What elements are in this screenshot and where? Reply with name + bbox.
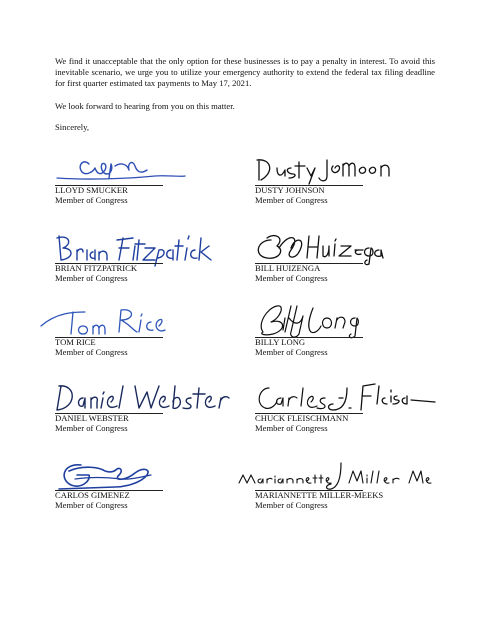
signature-image	[255, 152, 430, 188]
signature-block	[55, 230, 230, 290]
signatory-name: BILLY LONG	[255, 337, 306, 347]
signatory-title: Member of Congress	[55, 500, 128, 510]
signature-block	[55, 152, 230, 212]
signature-block	[255, 304, 430, 364]
signatory-title: Member of Congress	[255, 500, 328, 510]
signatory-name: MARIANNETTE MILLER-MEEKS	[255, 490, 384, 500]
signatory-title: Member of Congress	[255, 273, 328, 283]
signatory-name: CARLOS GIMENEZ	[55, 490, 130, 500]
signature-block	[55, 380, 230, 440]
signature-image	[255, 380, 430, 416]
signature-block	[255, 380, 430, 440]
signatory-title: Member of Congress	[255, 423, 328, 433]
signature-block	[255, 152, 430, 212]
signatory-name: TOM RICE	[55, 337, 96, 347]
signatory-name: LLOYD SMUCKER	[55, 185, 128, 195]
body-paragraph: We find it unacceptable that the only option for these businesses is to pay a penalty in interest. To avoid this inevitable scenario, we urge you to utilize your emergency authority to extend the federal tax filing deadline for first quarter estimated tax payments to May 17, 2021.	[55, 56, 435, 88]
signature-block	[255, 457, 430, 517]
body-paragraph: We look forward to hearing from you on this matter.	[55, 101, 235, 111]
signature-image	[255, 230, 430, 266]
closing: Sincerely,	[55, 122, 90, 132]
signatory-name: BRIAN FITZPATRICK	[55, 263, 138, 273]
signatory-name: DUSTY JOHNSON	[255, 185, 325, 195]
signature-image	[255, 457, 430, 493]
signature-block	[55, 304, 230, 364]
signatory-name: DANIEL WEBSTER	[55, 413, 129, 423]
signatory-name: BILL HUIZENGA	[255, 263, 321, 273]
signature-image	[55, 380, 230, 416]
signatory-name: CHUCK FLEISCHMANN	[255, 413, 349, 423]
signature-block	[55, 457, 230, 517]
signatory-title: Member of Congress	[55, 423, 128, 433]
signature-block	[255, 230, 430, 290]
signatory-title: Member of Congress	[55, 273, 128, 283]
signature-image	[255, 304, 430, 340]
signature-image	[55, 230, 230, 266]
signature-image	[55, 457, 230, 493]
signatory-title: Member of Congress	[55, 195, 128, 205]
signatory-title: Member of Congress	[255, 347, 328, 357]
signatory-title: Member of Congress	[255, 195, 328, 205]
signature-image	[55, 304, 230, 340]
signatory-title: Member of Congress	[55, 347, 128, 357]
signature-image	[55, 152, 230, 188]
